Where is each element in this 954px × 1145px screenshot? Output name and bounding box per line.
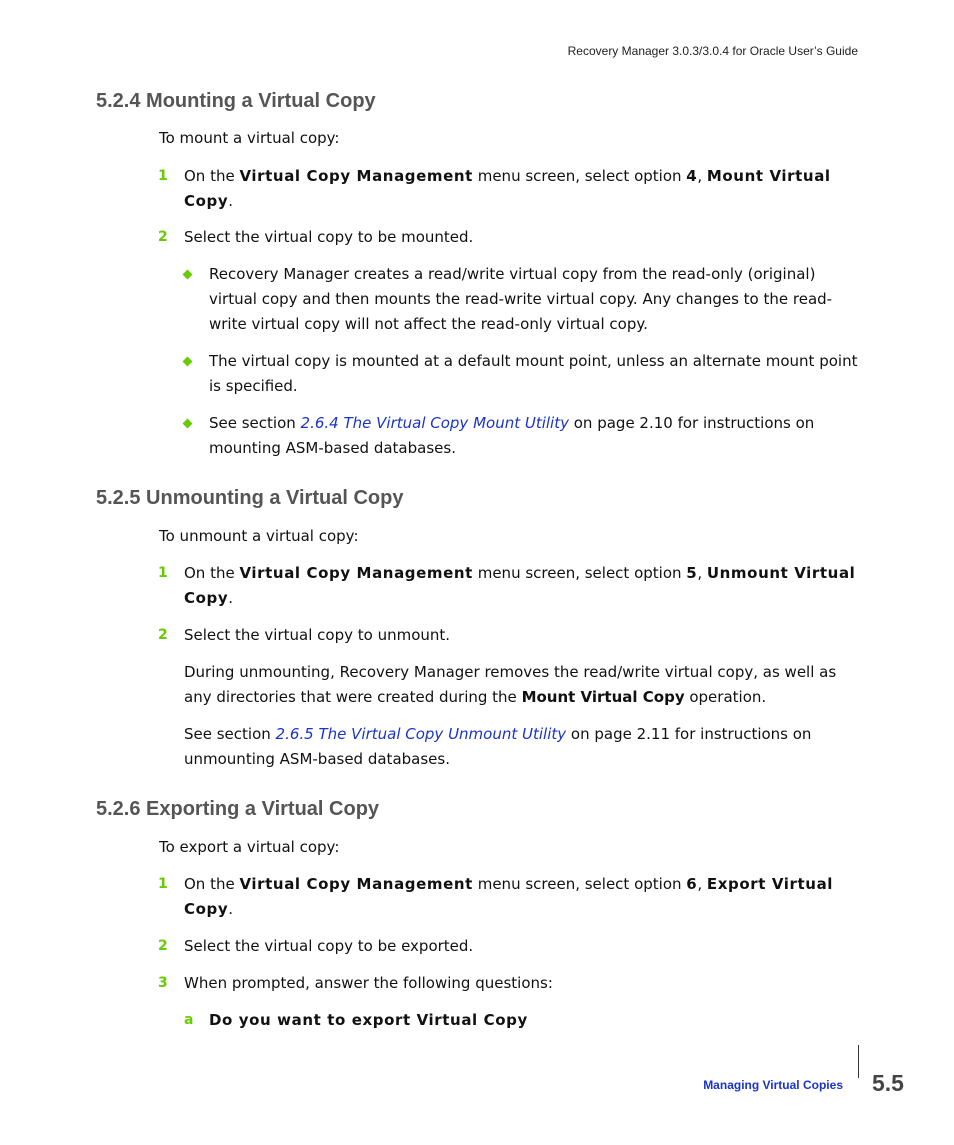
bullet-text: The virtual copy is mounted at a default mount point, unless an alternate mount point is specified. [209, 352, 858, 395]
substep-letter: a [184, 1012, 194, 1028]
footer-chapter-title: Managing Virtual Copies [703, 1078, 843, 1092]
diamond-bullet-icon [183, 419, 193, 429]
step-number: 2 [158, 229, 168, 245]
substep-text: Do you want to export Virtual Copy [209, 1011, 528, 1029]
bullet-text: Recovery Manager creates a read/write virtual copy from the read-only (original) virtual copy and then mounts the read-write virtual copy. Any changes to the read-write virtual copy will not affect the read-only virtual copy. [209, 265, 833, 333]
step-text: On the Virtual Copy Management menu screen, select option 6, Export Virtual Copy. [184, 875, 834, 918]
step-number: 2 [158, 627, 168, 643]
running-header: Recovery Manager 3.0.3/3.0.4 for Oracle User’s Guide [567, 44, 858, 58]
xref-link-mount-utility[interactable]: 2.6.4 The Virtual Copy Mount Utility [300, 414, 569, 432]
footer-divider [858, 1045, 859, 1078]
bullet-text: See section 2.6.4 The Virtual Copy Mount Utility on page 2.10 for instructions on mounting ASM-based databases. [209, 414, 815, 457]
intro-text: To mount a virtual copy: [159, 129, 340, 147]
intro-text: To export a virtual copy: [159, 838, 340, 856]
step-text: Select the virtual copy to unmount. [184, 626, 451, 644]
step-number: 3 [158, 975, 168, 991]
step-number: 1 [158, 876, 168, 892]
xref-link-unmount-utility[interactable]: 2.6.5 The Virtual Copy Unmount Utility [275, 725, 567, 743]
step-number: 1 [158, 565, 168, 581]
page-number: 5.5 [872, 1070, 904, 1096]
step-number: 2 [158, 938, 168, 954]
step-text: On the Virtual Copy Management menu screen, select option 4, Mount Virtual Copy. [184, 167, 831, 210]
section-heading-mounting: 5.2.4 Mounting a Virtual Copy [96, 90, 376, 112]
step-text: Select the virtual copy to be exported. [184, 937, 474, 955]
diamond-bullet-icon [183, 270, 193, 280]
step-text: Select the virtual copy to be mounted. [184, 228, 474, 246]
diamond-bullet-icon [183, 357, 193, 367]
intro-text: To unmount a virtual copy: [159, 527, 359, 545]
paragraph-text: During unmounting, Recovery Manager removes the read/write virtual copy, as well as any directories that were created during the Mount Virtual Copy operation. [184, 663, 837, 706]
section-heading-unmounting: 5.2.5 Unmounting a Virtual Copy [96, 487, 404, 509]
step-text: When prompted, answer the following questions: [184, 974, 553, 992]
step-text: On the Virtual Copy Management menu screen, select option 5, Unmount Virtual Copy. [184, 564, 856, 607]
paragraph-text: See section 2.6.5 The Virtual Copy Unmount Utility on page 2.11 for instructions on unmounting ASM-based databases. [184, 725, 812, 768]
step-number: 1 [158, 168, 168, 184]
section-heading-exporting: 5.2.6 Exporting a Virtual Copy [96, 798, 380, 820]
